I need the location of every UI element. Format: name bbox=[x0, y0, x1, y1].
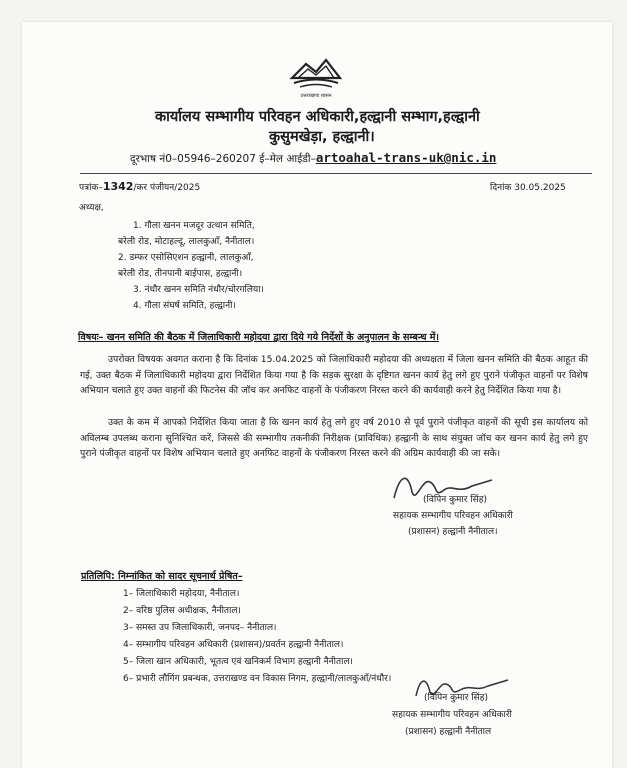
letter-date: दिनांक 30.05.2025 bbox=[490, 183, 566, 193]
copy-to-item: 6– प्रभारी लौगिंग प्रबन्धक, उत्तराखण्ड वन विकास निगम, हल्द्वानी/लालकुआँ/नंधौर। bbox=[123, 674, 392, 684]
header-divider bbox=[80, 173, 592, 174]
signatory-office: (प्रशासन) हल्द्वानी नैनीताल। bbox=[408, 527, 498, 537]
contact-phone: दूरभाष नं0–05946–260207 ई–मेल आईडी– bbox=[130, 153, 316, 165]
signatory-designation-2: सहायक सम्भागीय परिवहन अधिकारी bbox=[392, 710, 512, 720]
letter-subject: विषयः– खनन समिति की बैठक में जिलाधिकारी महोदया द्वारा दिये गये निर्देशों के अनुपालन के सम्बन्ध में। bbox=[78, 332, 440, 343]
recipient-line: 4. गौला संघर्ष समिति, हल्द्वानी। bbox=[133, 301, 236, 311]
letter-page bbox=[22, 22, 612, 768]
copy-to-item: 4– सम्भागीय परिवहन अधिकारी (प्रशासन)/प्रवर्तन हल्द्वानी नैनीताल। bbox=[123, 640, 344, 650]
copy-to-item: 5– जिला खान अधिकारी, भूतत्व एवं खनिकर्म विभाग हल्द्वानी नैनीताल। bbox=[123, 657, 353, 667]
body-paragraph: उपरोक्त विषयक अवगत कराना है कि दिनांक 15.04.2025 को जिलाधिकारी महोदया की अध्यक्षता में जिला खनन समिति की बैठक आहूत की गई, उक्त बैठक में जिलाधिकारी महोदया द्वारा निर्देशित किया गया है कि सड़क सुरक्षा के दृष्टिगत खनन कार्य हेतु लगे हुए पुराने पंजीकृत वाहनों पर विशेष अभियान चलाते हुए उक्त वाहनों की फिटनेस की जॉच कर अनफिट वाहनों के पंजीकरण निरस्त करने की कार्यवाही करने हेतु निर्देशित किया गया है। bbox=[80, 354, 588, 396]
recipient-line: बरेली रोड, मोटाहल्दू, लालकुआँ, नैनीताल। bbox=[118, 237, 255, 247]
signatory-name: (विपिन कुमार सिंह) bbox=[423, 495, 488, 505]
salutation: अध्यक्ष, bbox=[79, 203, 104, 213]
emblem-caption: उत्तराखण्ड शासन bbox=[300, 93, 332, 99]
copy-to-title: प्रतिलिपि: निम्नांकित को सादर सूचनार्थ प्रेषित– bbox=[81, 571, 243, 582]
copy-to-item: 3– समस्त उप जिलाधिकारी, जनपद– नैनीताल। bbox=[123, 623, 277, 633]
recipient-line: 3. नंधौर खनन समिति नंधौर/चोरगलिया। bbox=[133, 285, 264, 295]
email-address: artoahal-trans-uk@nic.in bbox=[315, 150, 497, 165]
recipient-line: 2. डम्फर एसोसिएशन हल्द्वानी, लालकुआँ, bbox=[118, 253, 254, 263]
signatory-designation: सहायक सम्भागीय परिवहन अधिकारी bbox=[393, 511, 513, 521]
contact-line bbox=[130, 150, 496, 166]
office-address: कुसुमखेड़ा, हल्द्वानी। bbox=[269, 129, 375, 145]
uttarakhand-emblem-icon bbox=[286, 54, 346, 100]
body-paragraph: उक्त के कम में आपको निर्देशित किया जाता है कि खनन कार्य हेतु लगे हुए वर्ष 2010 से पूर्व पुराने पंजीकृत वाहनों की सूची इस कार्यालय को अविलम्ब उपलब्ध कराना सुनिश्चित करें, जिससे की सम्भागीय तकनीकी निरीक्षक (प्राविधिक) हल्द्वानी के साथ संयुक्त जॉच कर खनन कार्य हेतु लगे हुए पुराने पंजीकृत वाहनों पर विशेष अभियान चलाते हुए अनफिट वाहनों के पंजीकरण निरस्त करने की अग्रिम कार्यवाही की जा सके। bbox=[80, 417, 588, 459]
letter-date-value: 30.05.2025 bbox=[514, 183, 566, 193]
recipient-line: 1. गौला खनन मजदूर उत्थान समिति, bbox=[133, 221, 255, 231]
copy-to-item: 1– जिलाधिकारी महोदया, नैनीताल। bbox=[123, 589, 240, 599]
recipient-line: बरेली रोड, तीनपानी बाईपास, हल्द्वानी। bbox=[118, 269, 243, 279]
office-title: कार्यालय सम्भागीय परिवहन अधिकारी,हल्द्वानी सम्भाग,हल्द्वानी bbox=[155, 109, 480, 125]
copy-to-item: 2– वरिष्ठ पुलिस अधीक्षक, नैनीताल। bbox=[123, 606, 241, 616]
reference-number-value: 1342 bbox=[102, 180, 134, 193]
signatory-name-2: (विपिन कुमार सिंह) bbox=[424, 693, 489, 703]
reference-number: पत्रांक–1342/कर पंजीयन/2025 bbox=[79, 180, 201, 193]
signatory-office-2: (प्रशासन) हल्द्वानी नैनीताल bbox=[405, 727, 492, 737]
